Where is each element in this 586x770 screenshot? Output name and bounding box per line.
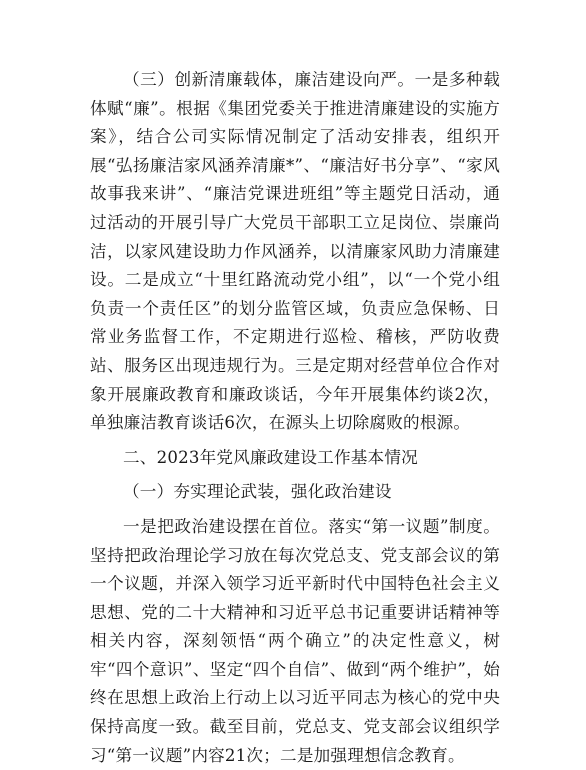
section-heading-2023-overview: 二、2023年党风廉政建设工作基本情况 (123, 447, 418, 467)
paragraph-political-construction: 一是把政治建设摆在首位。落实“第一议题”制度。坚持把政治理论学习放在每次党总支、党支部会议的第一个议题，并深入领学习近平新时代中国特色社会主义思想、党的二十大精神和习近平总书记重要讲话精神等相关内容，深刻领悟“两个确立”的决定性意义，树牢“四个意识”、坚定“四个自信”、做到“两个维护”，始终在思想上政治上行动上以习近平同志为核心的党中央保持高度一致。截至目前，党总支、党支部会议组织学习“第一议题”内容21次；二是加强理想信念教育。 (90, 516, 500, 765)
paragraph-clean-governance-carriers: （三）创新清廉载体，廉洁建设向严。一是多种载体赋“廉”。根据《集团党委关于推进清廉建设的实施方案》，结合公司实际情况制定了活动安排表，组织开展“弘扬廉洁家风涵养清廉*”、“廉洁好书分享”、“家风故事我来讲”、“廉洁党课进班组”等主题党日活动，通过活动的开展引导广大党员干部职工立足岗位、崇廉尚洁，以家风建设助力作风涵养，以清廉家风助力清廉建设。二是成立“十里红路流动党小组”，以“一个党小组负责一个责任区”的划分监管区域，负责应急保畅、日常业务监督工作，不定期进行巡检、稽核，严防收费站、服务区出现违规行为。三是定期对经营单位合作对象开展廉政教育和廉政谈话，今年开展集体约谈2次，单独廉洁教育谈话6次，在源头上切除腐败的根源。 (90, 70, 500, 433)
subsection-heading-theory-arming: （一）夯实理论武装，强化政治建设 (123, 482, 392, 502)
document-body (90, 66, 500, 770)
